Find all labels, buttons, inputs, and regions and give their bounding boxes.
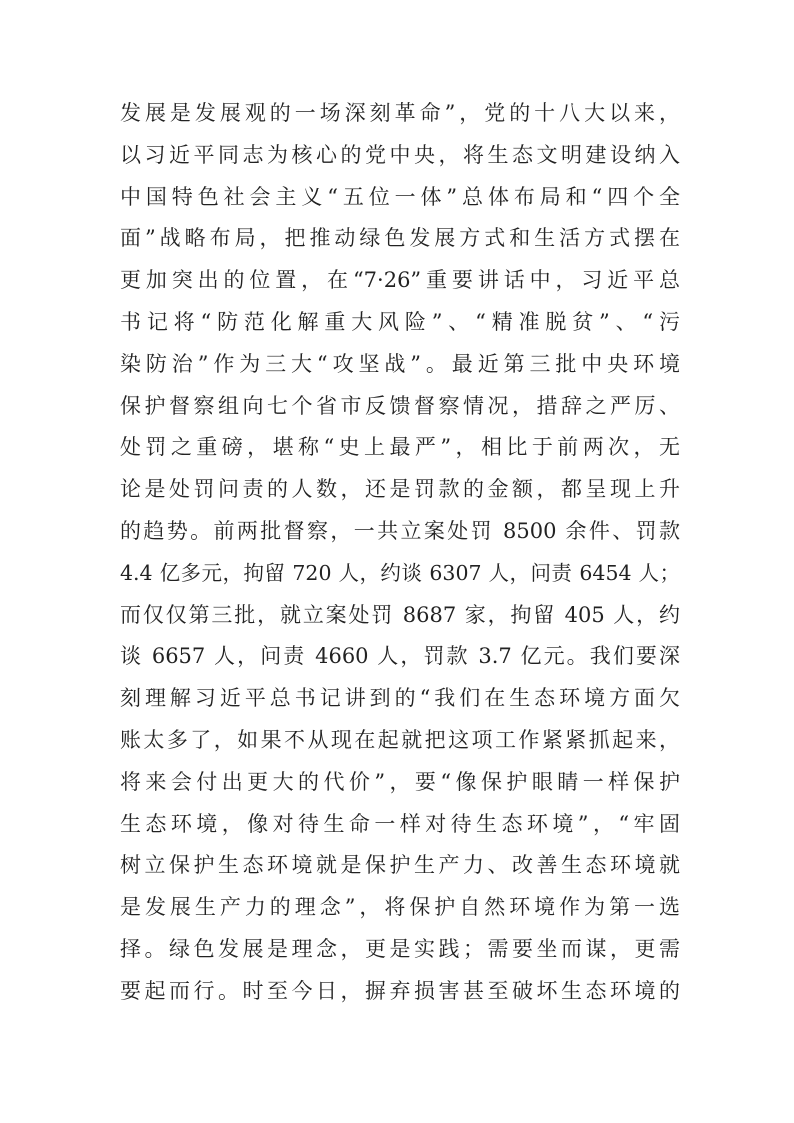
text-line-4: 面”战略布局，把推动绿色发展方式和生活方式摆在 [120,226,680,251]
text-line-9: 处罚之重磅，堪称“史上最严”，相比于前两次，无 [120,435,680,460]
text-line-1: 发展是发展观的一场深刻革命”，党的十八大以来， [120,101,680,125]
text-line-19: 树立保护生态环境就是保护生产力、改善生态环境就 [120,853,680,878]
text-line-7: 染防治”作为三大“攻坚战”。最近第三批中央环境 [120,351,680,376]
text-line-22: 要起而行。时至今日，摒弃损害甚至破坏生态环境的 [120,978,680,1003]
text-line-18: 生态环境，像对待生命一样对待生态环境”，“牢固 [120,811,680,836]
text-line-12: 4.4 亿多元，拘留 720 人，约谈 6307 人，问责 6454 人； [120,560,680,585]
text-line-20: 是发展生产力的理念”，将保护自然环境作为第一选 [120,895,680,920]
text-line-11: 的趋势。前两批督察，一共立案处罚 8500 余件、罚款 [120,518,680,543]
text-line-5: 更加突出的位置，在“7·26”重要讲话中，习近平总 [120,268,680,293]
text-line-6: 书记将“防范化解重大风险”、“精准脱贫”、“污 [120,309,680,334]
text-line-17: 将来会付出更大的代价”，要“像保护眼睛一样保护 [120,769,680,794]
text-line-21: 择。绿色发展是理念，更是实践；需要坐而谋，更需 [120,936,680,961]
body-paragraph [120,93,680,1013]
text-line-2: 以习近平同志为核心的党中央，将生态文明建设纳入 [120,142,680,167]
text-line-10: 论是处罚问责的人数，还是罚款的金额，都呈现上升 [120,477,680,502]
text-line-16: 账太多了，如果不从现在起就把这项工作紧紧抓起来， [120,727,680,752]
text-line-14: 谈 6657 人，问责 4660 人，罚款 3.7 亿元。我们要深 [120,644,680,669]
text-line-13: 而仅仅第三批，就立案处罚 8687 家，拘留 405 人，约 [120,602,680,627]
text-line-3: 中国特色社会主义“五位一体”总体布局和“四个全 [120,184,680,209]
text-line-15: 刻理解习近平总书记讲到的“我们在生态环境方面欠 [120,686,680,711]
text-line-8: 保护督察组向七个省市反馈督察情况，措辞之严厉、 [120,393,680,418]
